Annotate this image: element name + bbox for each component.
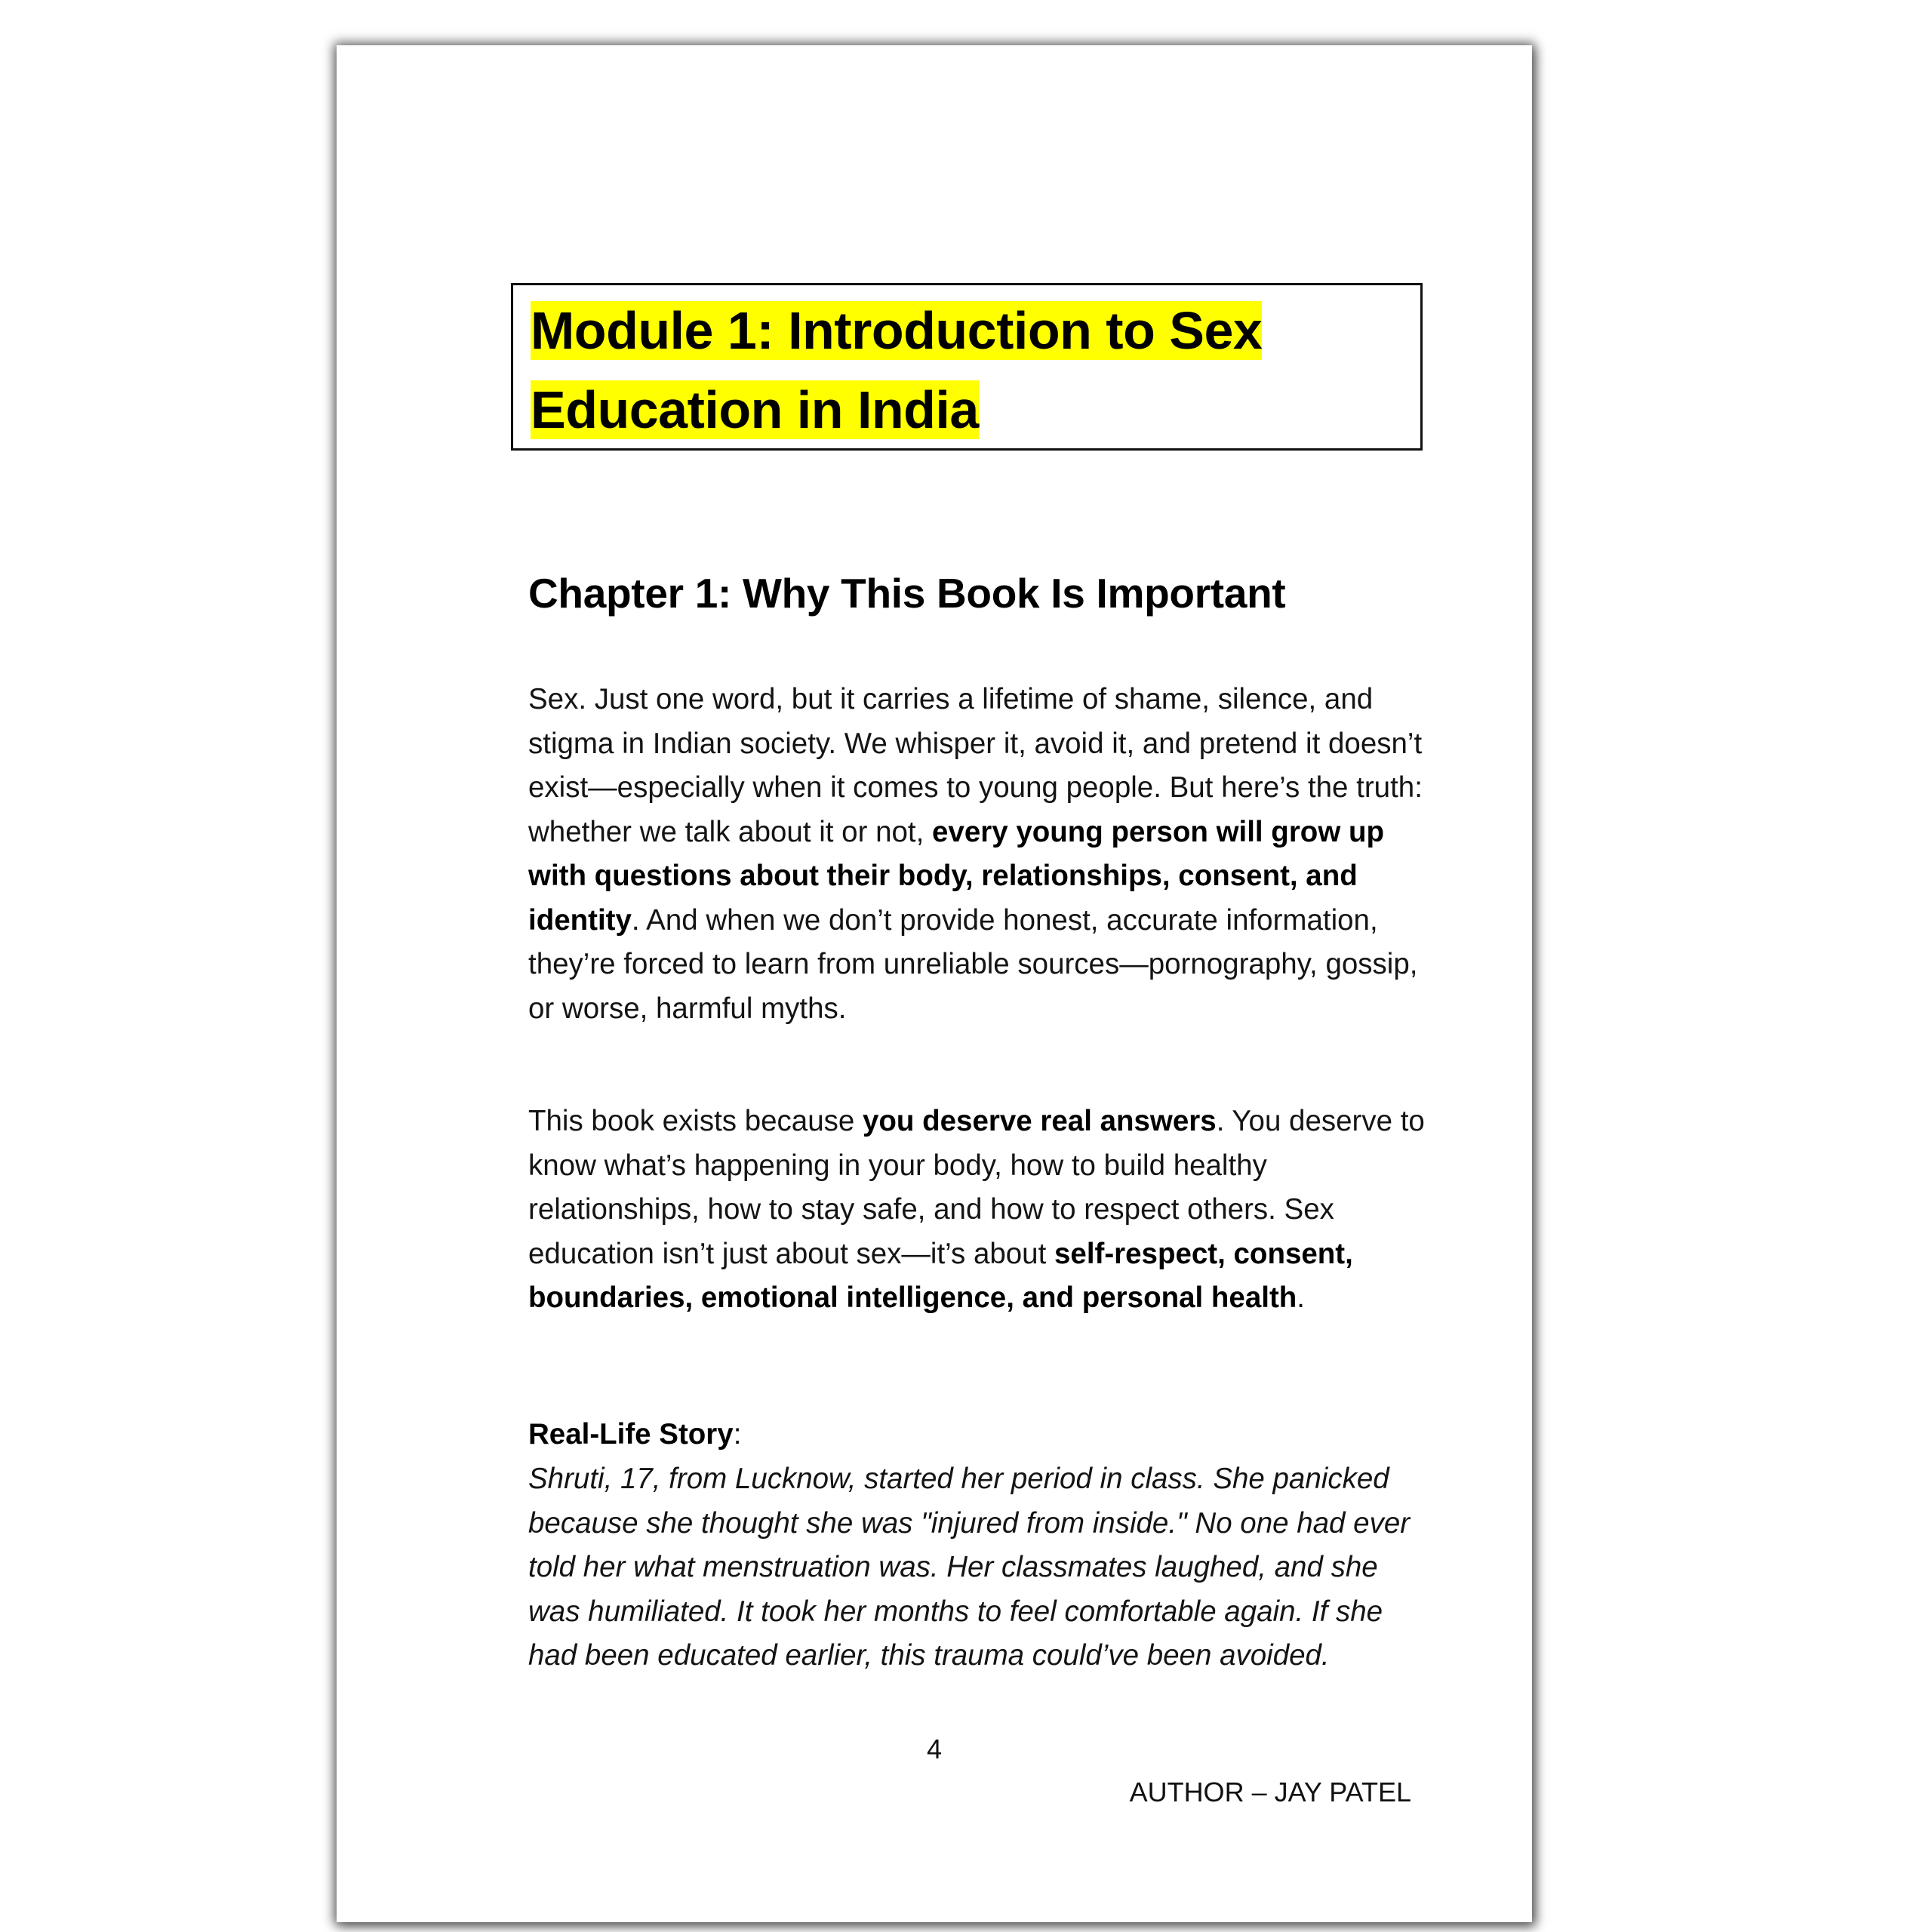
author-credit: AUTHOR – JAY PATEL xyxy=(1129,1777,1411,1807)
purpose-text-1: This book exists because xyxy=(528,1105,863,1137)
purpose-text-2: . You deserve to know what’s happening in your body, how to build healthy relationships, how to stay safe, and how to respect others. Sex education isn’t just about sex—it’s about xyxy=(528,1105,1425,1270)
story-body: Shruti, 17, from Lucknow, started her period in class. She panicked because she thought she was "injured from inside." No one had ever told her what menstruation was. Her classmates laughed, and she was humiliated. It took her months to feel comfortable again. If she had been educated earlier, this trauma could’ve been avoided. xyxy=(528,1463,1411,1672)
module-title-line2: Education in India xyxy=(531,380,979,439)
page-number: 4 xyxy=(926,1734,943,1764)
story-heading-label: Real-Life Story xyxy=(528,1418,734,1451)
module-title xyxy=(531,291,1406,450)
module-title-line1: Module 1: Introduction to Sex xyxy=(531,301,1263,360)
purpose-bold-1: you deserve real answers xyxy=(862,1105,1217,1137)
intro-text-2: . And when we don’t provide honest, accurate information, they’re forced to learn from unreliable sources—pornography, gossip, or worse, harmful myths. xyxy=(528,903,1418,1025)
purpose-text-3: . xyxy=(1297,1281,1305,1314)
purpose-paragraph xyxy=(528,1100,1426,1321)
story-heading xyxy=(528,1413,741,1457)
purpose-bold-2: self-respect, consent, boundaries, emotional intelligence, and personal health xyxy=(528,1237,1353,1314)
intro-text-1: Sex. Just one word, but it carries a lifetime of shame, silence, and stigma in Indian society. We whisper it, avoid it, and pretend it doesn’t exist—especially when it comes to young people. But here’s the truth: whether we talk about it or not, xyxy=(528,683,1423,848)
chapter-title: Chapter 1: Why This Book Is Important xyxy=(528,570,1286,617)
intro-bold-1: every young person will grow up with questions about their body, relationships, consent, and identity xyxy=(528,815,1385,937)
document-page xyxy=(337,45,1532,1922)
module-title-box xyxy=(511,283,1423,451)
intro-paragraph xyxy=(528,678,1426,1031)
story-heading-colon: : xyxy=(733,1418,742,1451)
